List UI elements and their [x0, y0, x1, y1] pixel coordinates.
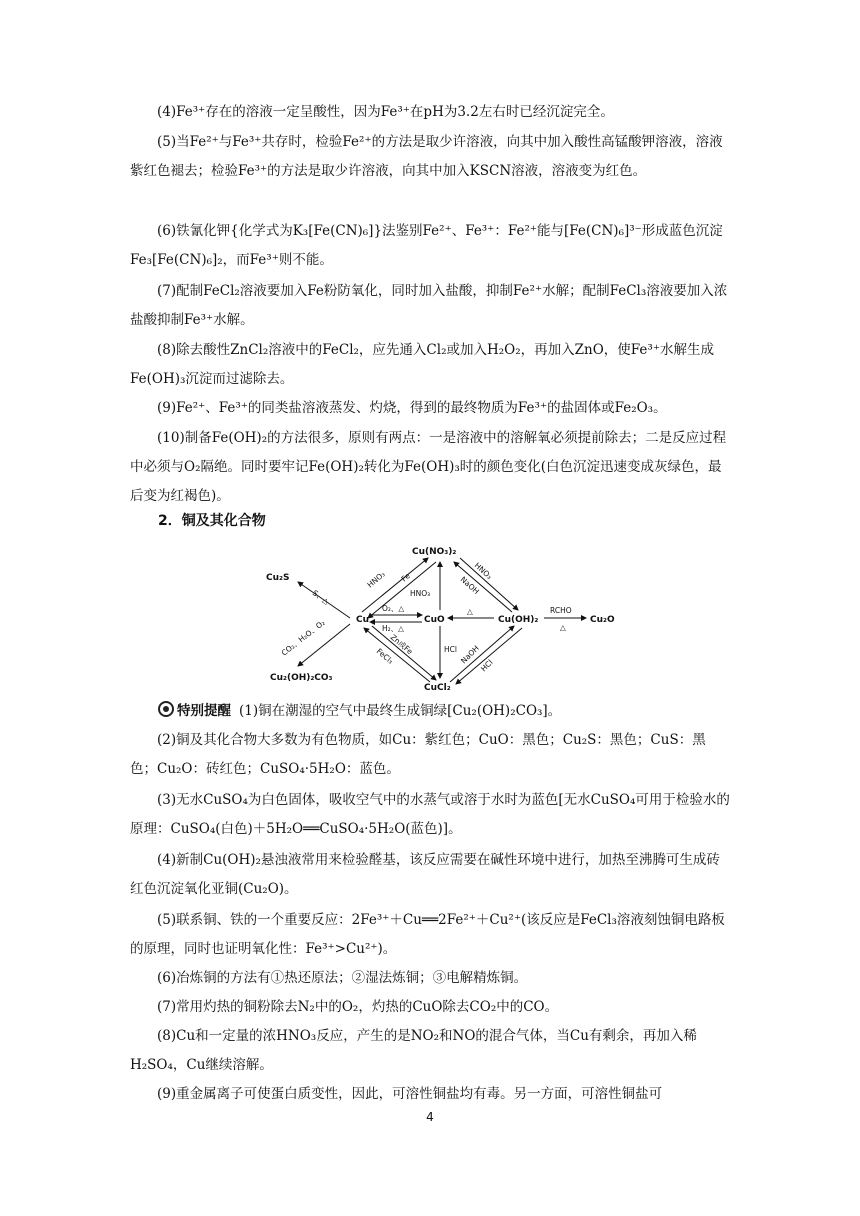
node-cu-hydroxide: Cu(OH)₂: [498, 615, 539, 625]
paragraph-fe-9: (9)Fe²⁺、Fe³⁺的同类盐溶液蒸发、灼烧，得到的最终物质为Fe³⁺的盐固体或Fe₂O₃。: [157, 400, 667, 416]
paragraph-fe-7: (7)配制FeCl₂溶液要加入Fe粉防氧化，同时加入盐酸，抑制Fe²⁺水解；配制FeCl₃溶液要加入浓盐酸抑制Fe³⁺水解。: [130, 283, 728, 328]
paragraph-cu-2: (2)铜及其化合物大多数为有色物质，如Cu：紫红色；CuO：黑色；Cu₂S：黑色；CuS：黑色；Cu₂O：砖红色；CuSO₄·5H₂O：蓝色。: [130, 732, 706, 777]
label-hno3-right: HNO₃: [472, 560, 494, 581]
label-naoh-bottom: NaOH: [459, 643, 481, 666]
note-label: 特别提醒: [177, 703, 231, 719]
node-cu: Cu: [356, 615, 370, 625]
copper-conversion-diagram: [264, 538, 624, 694]
note-bullet-icon: [158, 701, 174, 717]
arrow-cucl2-to-cuoh2: [450, 626, 514, 682]
node-cu2o: Cu₂O: [590, 615, 615, 625]
label-naoh-top: NaOH: [458, 574, 481, 597]
paragraph-fe-8: (8)除去酸性ZnCl₂溶液中的FeCl₂，应先通入Cl₂或加入H₂O₂，再加入ZnO，使Fe³⁺水解生成Fe(OH)₃沉淀而过滤除去。: [130, 342, 714, 387]
label-hno3-mid: HNO₃: [410, 589, 431, 598]
node-cuo: CuO: [424, 615, 445, 625]
paragraph-cu-7: (7)常用灼热的铜粉除去N₂中的O₂，灼热的CuO除去CO₂中的CO。: [157, 999, 559, 1015]
node-cu-nitrate: Cu(NO₃)₂: [412, 547, 457, 557]
paragraph-fe-6: (6)铁氰化钾{化学式为K₃[Fe(CN)₆]}法鉴别Fe²⁺、Fe³⁺：Fe²⁺能与[Fe(CN)₆]³⁻形成蓝色沉淀Fe₃[Fe(CN)₆]₂，而Fe³⁺则不能。: [130, 223, 723, 268]
label-h2-heat: H₂、△: [382, 624, 404, 633]
paragraph-fe-5: (5)当Fe²⁺与Fe³⁺共存时，检验Fe²⁺的方法是取少许溶液，向其中加入酸性高锰酸钾溶液，溶液紫红色褪去；检验Fe³⁺的方法是取少许溶液，向其中加入KSCN溶液，溶液变为红色。: [130, 134, 723, 179]
paragraph-cu-4: (4)新制Cu(OH)₂悬浊液常用来检验醛基，该反应需要在碱性环境中进行，加热至沸腾可生成砖红色沉淀氧化亚铜(Cu₂O)。: [130, 852, 720, 897]
node-cucl2: CuCl₂: [424, 683, 451, 693]
paragraph-fe-4: (4)Fe³⁺存在的溶液一定呈酸性，因为Fe³⁺在pH为3.2左右时已经沉淀完全。: [157, 104, 614, 120]
section-heading: 2．铜及其化合物: [158, 513, 266, 529]
label-co2-h2o-o2: CO₂、H₂O、O₂: [279, 618, 327, 658]
label-s-heat: S、△: [310, 588, 331, 606]
paragraph-cu-6: (6)冶炼铜的方法有①热还原法；②湿法炼铜；③电解精炼铜。: [157, 970, 528, 986]
note-first-text: (1)铜在潮湿的空气中最终生成铜绿[Cu₂(OH)₂CO₃]。: [239, 703, 562, 719]
paragraph-cu-5: (5)联系铜、铁的一个重要反应：2Fe³⁺＋Cu══2Fe²⁺＋Cu²⁺(该反应是FeCl₃溶液刻蚀铜电路板的原理，同时也证明氧化性：Fe³⁺>Cu²⁺)。: [130, 912, 725, 957]
label-hno3-left: HNO₃: [365, 569, 387, 590]
page-number: 4: [426, 1110, 434, 1124]
paragraph-cu-3: (3)无水CuSO₄为白色固体，吸收空气中的水蒸气或溶于水时为蓝色[无水CuSO₄可用于检验水的原理：CuSO₄(白色)＋5H₂O══CuSO₄·5H₂O(蓝色)]。: [130, 792, 730, 837]
paragraph-cu-9: (9)重金属离子可使蛋白质变性，因此，可溶性铜盐均有毒。另一方面，可溶性铜盐可: [157, 1086, 663, 1102]
label-o2-heat: O₂、△: [382, 604, 405, 613]
node-cu2s: Cu₂S: [266, 573, 290, 583]
label-rcho: RCHO: [550, 606, 572, 615]
label-heat-mid: △: [467, 607, 473, 616]
label-heat-right: △: [560, 623, 566, 632]
paragraph-cu-8: (8)Cu和一定量的浓HNO₃反应，产生的是NO₂和NO的混合气体，当Cu有剩余，再加入稀H₂SO₄，Cu继续溶解。: [130, 1028, 697, 1073]
node-basic-copper-carbonate: Cu₂(OH)₂CO₃: [270, 673, 333, 683]
label-hcl-bottom: HCl: [479, 657, 495, 674]
label-hcl-mid: HCl: [444, 645, 457, 654]
note-line: [158, 697, 730, 726]
label-zn-or-fe: Zn或Fe: [388, 632, 415, 657]
label-fecl3: FeCl₃: [374, 646, 395, 666]
label-fe: Fe: [399, 571, 412, 584]
paragraph-fe-10: (10)制备Fe(OH)₂的方法很多，原则有两点：一是溶液中的溶解氧必须提前除去；二是反应过程中必须与O₂隔绝。同时要牢记Fe(OH)₂转化为Fe(OH)₃时的颜色变化(白色沉淀迅速变成灰绿色，最后变为红褐色)。: [130, 430, 727, 504]
